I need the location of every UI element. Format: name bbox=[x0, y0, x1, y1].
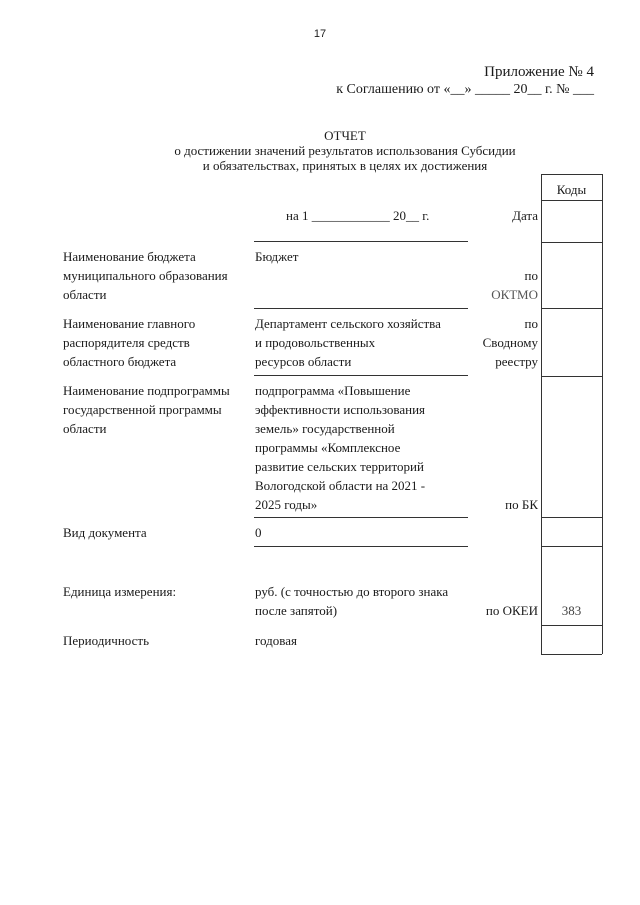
value-underline bbox=[254, 241, 468, 242]
row-value-document-type: 0 bbox=[255, 525, 262, 540]
codes-header: Коды bbox=[556, 182, 587, 197]
value-underline bbox=[254, 375, 468, 376]
row-value-unit: руб. (с точностью до второго знака после запятой) bbox=[255, 584, 449, 618]
code-label-registry: по Сводному реестру bbox=[482, 316, 538, 369]
date-line: на 1 ____________ 20__ г. bbox=[286, 208, 430, 223]
report-subtitle-line-2: и обязательствах, принятых в целях их достижения bbox=[202, 158, 488, 173]
value-underline bbox=[254, 546, 468, 547]
code-label-bk: по БК bbox=[505, 497, 538, 512]
report-title-main: ОТЧЕТ bbox=[324, 128, 366, 143]
row-label-manager: Наименование главного распорядителя средств областного бюджета bbox=[63, 316, 196, 369]
agreement-reference: к Соглашению от «__» _____ 20__ г. № ___ bbox=[336, 82, 594, 97]
row-label-subprogram: Наименование подпрограммы государственной программы области bbox=[63, 383, 230, 436]
code-label-okei: по ОКЕИ bbox=[485, 603, 538, 618]
report-subtitle-line-1: о достижении значений результатов использования Субсидии bbox=[174, 143, 516, 158]
page-number: 17 bbox=[313, 28, 327, 40]
row-value-manager: Департамент сельского хозяйства и продовольственных ресурсов области bbox=[255, 316, 441, 369]
row-label-unit: Единица измерения: bbox=[63, 584, 177, 599]
date-label: Дата bbox=[512, 208, 538, 223]
row-label-budget: Наименование бюджета муниципального образования области bbox=[63, 249, 228, 302]
row-label-periodicity: Периодичность bbox=[63, 633, 150, 648]
row-value-subprogram: подпрограмма «Повышение эффективности использования земель» государственной программы «Комплексное развитие сельских территорий Вологодской области на 2021 - 2025 годы» bbox=[255, 383, 426, 512]
code-value-okei: 383 bbox=[561, 603, 582, 618]
value-underline bbox=[254, 517, 468, 518]
appendix-title: Приложение № 4 bbox=[484, 64, 594, 80]
code-label-oktmo: по ОКТМО bbox=[491, 268, 538, 302]
report-title bbox=[0, 128, 640, 173]
row-label-document-type: Вид документа bbox=[63, 525, 147, 540]
value-underline bbox=[254, 308, 468, 309]
row-value-budget: Бюджет bbox=[255, 249, 299, 264]
row-value-periodicity: годовая bbox=[255, 633, 297, 648]
